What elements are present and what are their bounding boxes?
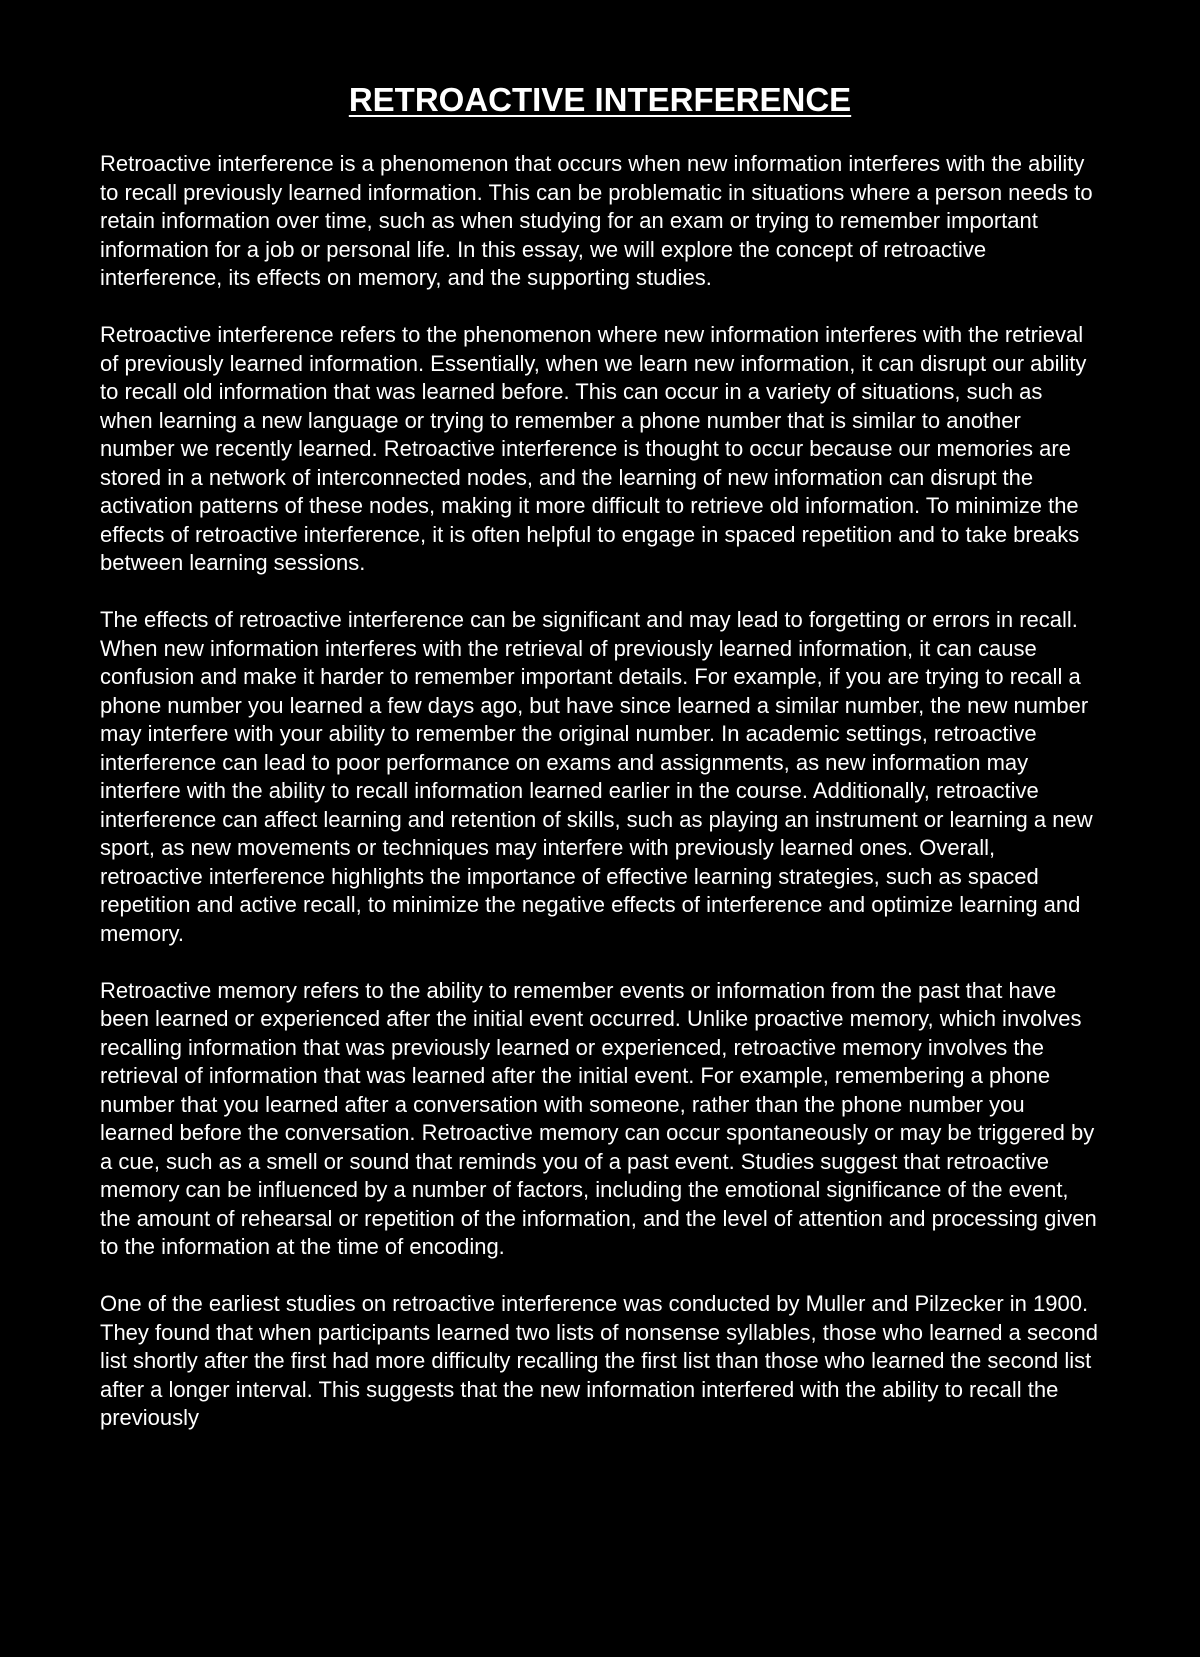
paragraph-retroactive-memory: Retroactive memory refers to the ability to remember events or information from the past that have been learned or experienced after the initial event occurred. Unlike proactive memory, which involves recalling information that was previously learned or experienced, retroactive memory involves the retrieval of information that was learned after the initial event. For example, remembering a phone number that you learned after a conversation with someone, rather than the phone number you learned before the conversation. Retroactive memory can occur spontaneously or may be triggered by a cue, such as a smell or sound that reminds you of a past event. Studies suggest that retroactive memory can be influenced by a number of factors, including the emotional significance of the event, the amount of rehearsal or repetition of the information, and the level of attention and processing given to the information at the time of encoding.: [100, 977, 1097, 1259]
document-page: [100, 80, 1100, 1461]
paragraph-effects: The effects of retroactive interference can be significant and may lead to forgetting or errors in recall. When new information interferes with the retrieval of previously learned information, it can cause confusion and make it harder to remember important details. For example, if you are trying to recall a phone number you learned a few days ago, but have since learned a similar number, the new number may interfere with your ability to remember the original number. In academic settings, retroactive interference can lead to poor performance on exams and assignments, as new information may interfere with the ability to recall information learned earlier in the course. Additionally, retroactive interference can affect learning and retention of skills, such as playing an instrument or learning a new sport, as new movements or techniques may interfere with previously learned ones. Overall, retroactive interference highlights the importance of effective learning strategies, such as spaced repetition and active recall, to minimize the negative effects of interference and optimize learning and memory.: [100, 607, 1093, 946]
paragraph-definition: Retroactive interference refers to the phenomenon where new information interferes with the retrieval of previously learned information. Essentially, when we learn new information, it can disrupt our ability to recall old information that was learned before. This can occur in a variety of situations, such as when learning a new language or trying to remember a phone number that is similar to another number we recently learned. Retroactive interference is thought to occur because our memories are stored in a network of interconnected nodes, and the learning of new information can disrupt the activation patterns of these nodes, making it more difficult to retrieve old information. To minimize the effects of retroactive interference, it is often helpful to engage in spaced repetition and to take breaks between learning sessions.: [100, 322, 1087, 575]
paragraph-studies: One of the earliest studies on retroactive interference was conducted by Muller and Pilzecker in 1900. They found that when participants learned two lists of nonsense syllables, those who learned a second list shortly after the first had more difficulty recalling the first list than those who learned the second list after a longer interval. This suggests that the new information interfered with the ability to recall the previously: [100, 1291, 1098, 1430]
paragraph-intro: Retroactive interference is a phenomenon that occurs when new information interferes with the ability to recall previously learned information. This can be problematic in situations where a person needs to retain information over time, such as when studying for an exam or trying to remember important information for a job or personal life. In this essay, we will explore the concept of retroactive interference, its effects on memory, and the supporting studies.: [100, 151, 1093, 290]
document-title: RETROACTIVE INTERFERENCE: [348, 81, 852, 118]
